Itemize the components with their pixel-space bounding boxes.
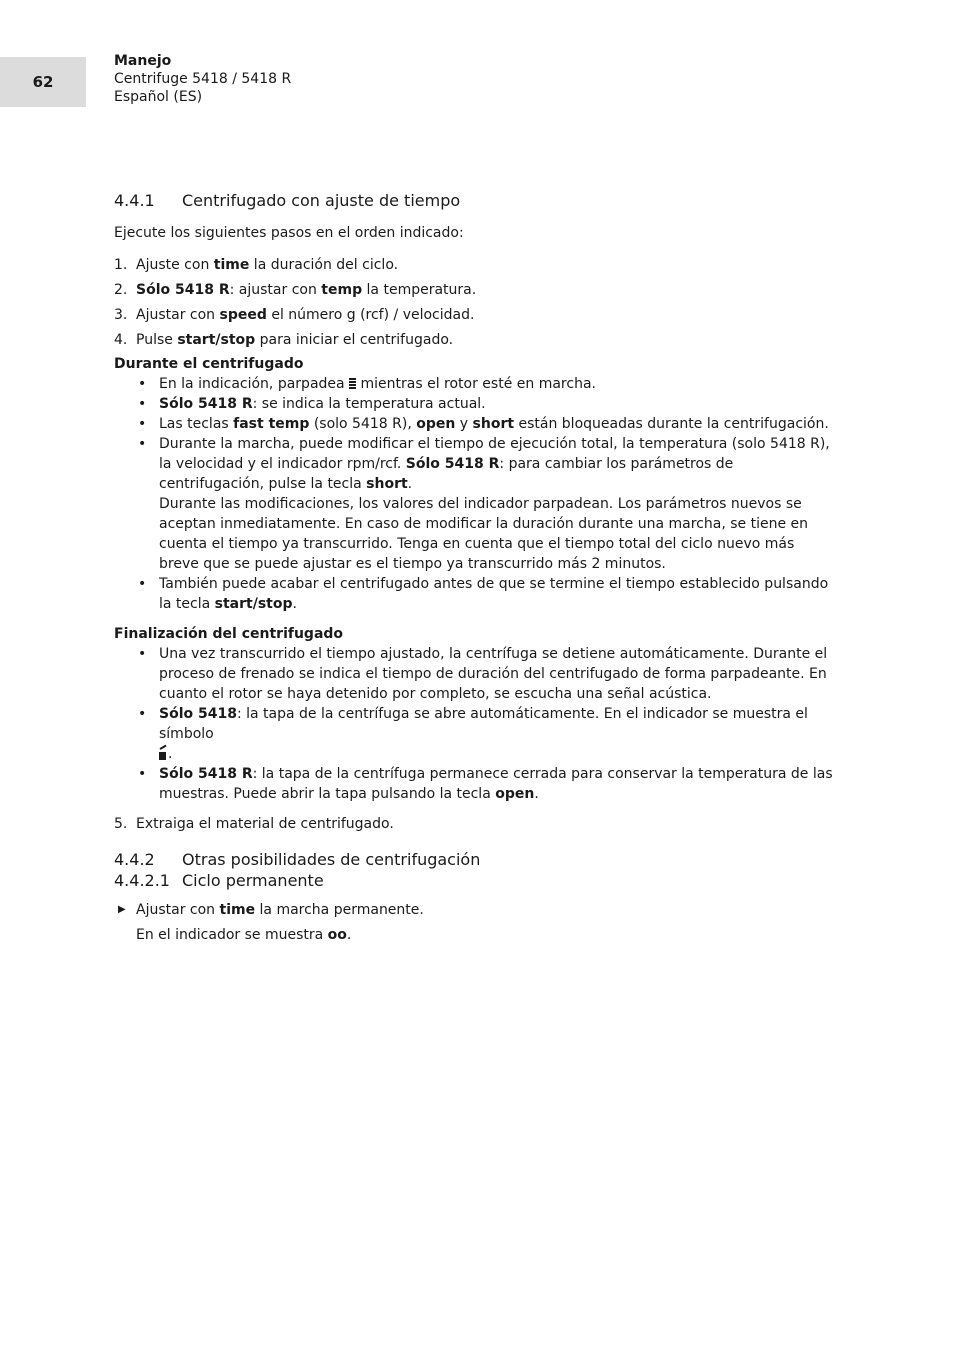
bullet: •: [138, 416, 147, 432]
step-text: para iniciar el centrifugado.: [255, 332, 454, 348]
model-label: Sólo 5418 R: [159, 396, 253, 412]
bullet-text: : para cambiar los parámetros de centrifugación, pulse la tecla: [159, 456, 734, 492]
steps-list: [114, 255, 838, 350]
list-item: [114, 374, 838, 394]
action-result: [114, 925, 838, 945]
key-name: open: [416, 416, 456, 432]
key-name: time: [213, 257, 250, 273]
step-text: la duración del ciclo.: [249, 257, 399, 273]
step-text: : ajustar con: [229, 282, 322, 298]
bullet-text: están bloqueadas durante la centrifugación.: [514, 416, 829, 432]
step-text: la temperatura.: [362, 282, 477, 298]
bullet-text: : la tapa de la centrífuga permanece cerrada para conservar la temperatura de las muestras. Puede abrir la tapa pulsando la tecla: [159, 766, 833, 802]
section-heading-4-4-1: [114, 190, 838, 211]
result-text: En el indicador se muestra: [136, 927, 328, 943]
section-number: 4.4.1: [114, 191, 155, 210]
list-item: [114, 330, 838, 350]
key-name: start/stop: [214, 596, 293, 612]
step-text: Ajuste con: [136, 257, 214, 273]
bullet-text: : se indica la temperatura actual.: [252, 396, 486, 412]
key-name: speed: [219, 307, 267, 323]
bullet-text: mientras el rotor esté en marcha.: [356, 376, 596, 392]
list-item: [114, 305, 838, 325]
bullet: •: [138, 436, 147, 452]
rotor-running-icon: [349, 378, 356, 389]
header-product: Centrifuge 5418 / 5418 R: [114, 71, 292, 87]
list-item: [114, 704, 838, 764]
step-number: 5.: [114, 816, 128, 832]
bullet-text: Las teclas: [159, 416, 234, 432]
bullet: •: [138, 646, 147, 662]
key-name: temp: [321, 282, 363, 298]
list-item: [114, 764, 838, 804]
bullet: •: [138, 576, 147, 592]
key-name: short: [472, 416, 515, 432]
list-item: [114, 574, 838, 614]
main-content: [114, 190, 838, 945]
key-name: fast temp: [233, 416, 310, 432]
list-item: [114, 255, 838, 275]
bullet-text: .: [534, 786, 539, 802]
step-number: 1.: [114, 257, 128, 273]
bullet-text: .: [168, 746, 173, 762]
key-name: open: [495, 786, 535, 802]
section-number: 4.4.2.1: [114, 871, 170, 890]
bullet-text: : la tapa de la centrífuga se abre automáticamente. En el indicador se muestra el símbolo: [159, 706, 808, 742]
bullet-text: .: [292, 596, 297, 612]
list-item: [114, 394, 838, 414]
section-title: Ciclo permanente: [182, 871, 324, 890]
bullet: •: [138, 376, 147, 392]
bullet: •: [138, 706, 147, 722]
during-heading: Durante el centrifugado: [114, 356, 304, 372]
list-item: [114, 644, 838, 704]
end-list: [114, 644, 838, 804]
bullet-text: y: [455, 416, 473, 432]
model-label: Sólo 5418 R: [159, 766, 253, 782]
open-lid-icon: [159, 747, 168, 760]
step-number: 3.: [114, 307, 128, 323]
bullet-text: Una vez transcurrido el tiempo ajustado, la centrífuga se detiene automáticamente. Durante el proceso de frenado se indica el tiempo de duración del centrifugado de forma parpadeante. En cuanto el rotor se haya detenido por completo, se escucha una señal acústica.: [159, 646, 828, 702]
bullet-text: .: [407, 476, 413, 492]
action-text: Ajustar con: [136, 902, 220, 918]
step-text: Ajustar con: [136, 307, 220, 323]
section-number: 4.4.2: [114, 850, 155, 869]
running-header: [114, 52, 291, 106]
step-number: 2.: [114, 282, 128, 298]
page-number: 62: [32, 73, 54, 91]
step-text: el número g (rcf) / velocidad.: [266, 307, 475, 323]
list-item: [114, 434, 838, 574]
end-heading: Finalización del centrifugado: [114, 626, 344, 642]
action-text: la marcha permanente.: [255, 902, 424, 918]
header-section: Manejo: [114, 53, 172, 69]
list-item: [114, 814, 838, 834]
step-text: Extraiga el material de centrifugado.: [136, 816, 394, 832]
list-item: [114, 280, 838, 300]
model-label: Sólo 5418 R: [136, 282, 230, 298]
intro-text: Ejecute los siguientes pasos en el orden indicado:: [114, 225, 464, 241]
step-number: 4.: [114, 332, 128, 348]
section-heading-4-4-2: [114, 849, 838, 870]
model-label: Sólo 5418: [159, 706, 237, 722]
bullet-text: También puede acabar el centrifugado antes de que se termine el tiempo establecido pulsando la tecla: [159, 576, 829, 612]
header-language: Español (ES): [114, 89, 203, 105]
section-title: Otras posibilidades de centrifugación: [182, 850, 481, 869]
key-name: start/stop: [177, 332, 256, 348]
key-name: short: [366, 476, 408, 492]
display-value: oo: [327, 927, 347, 943]
section-title: Centrifugado con ajuste de tiempo: [182, 191, 461, 210]
section-heading-4-4-2-1: [114, 870, 838, 891]
bullet-text: En la indicación, parpadea: [159, 376, 350, 392]
triangle-right-icon: ▶: [118, 904, 126, 915]
steps-list-continued: [114, 814, 838, 834]
bullet-text: (solo 5418 R),: [309, 416, 417, 432]
bullet: •: [138, 766, 147, 782]
page-number-tab: [0, 57, 86, 107]
bullet-text: Durante la marcha, puede modificar el tiempo de ejecución total, la temperatura (solo 5418 R), la velocidad y el indicador rpm/rcf.: [159, 436, 830, 472]
model-label: Sólo 5418 R: [405, 456, 500, 472]
list-item: [114, 414, 838, 434]
bullet-paragraph: Durante las modificaciones, los valores del indicador parpadean. Los parámetros nuevos se aceptan inmediatamente. En caso de modificar la duración durante una marcha, se tiene en cuenta el tiempo ya transcurrido. Tenga en cuenta que el tiempo total del ciclo nuevo más breve que se puede ajustar es el tiempo ya transcurrido más 2 minutos.: [159, 496, 808, 572]
during-list: [114, 374, 838, 614]
step-text: Pulse: [136, 332, 178, 348]
key-name: time: [219, 902, 256, 918]
action-step: [114, 900, 838, 920]
bullet: •: [138, 396, 147, 412]
result-text: .: [346, 927, 352, 943]
